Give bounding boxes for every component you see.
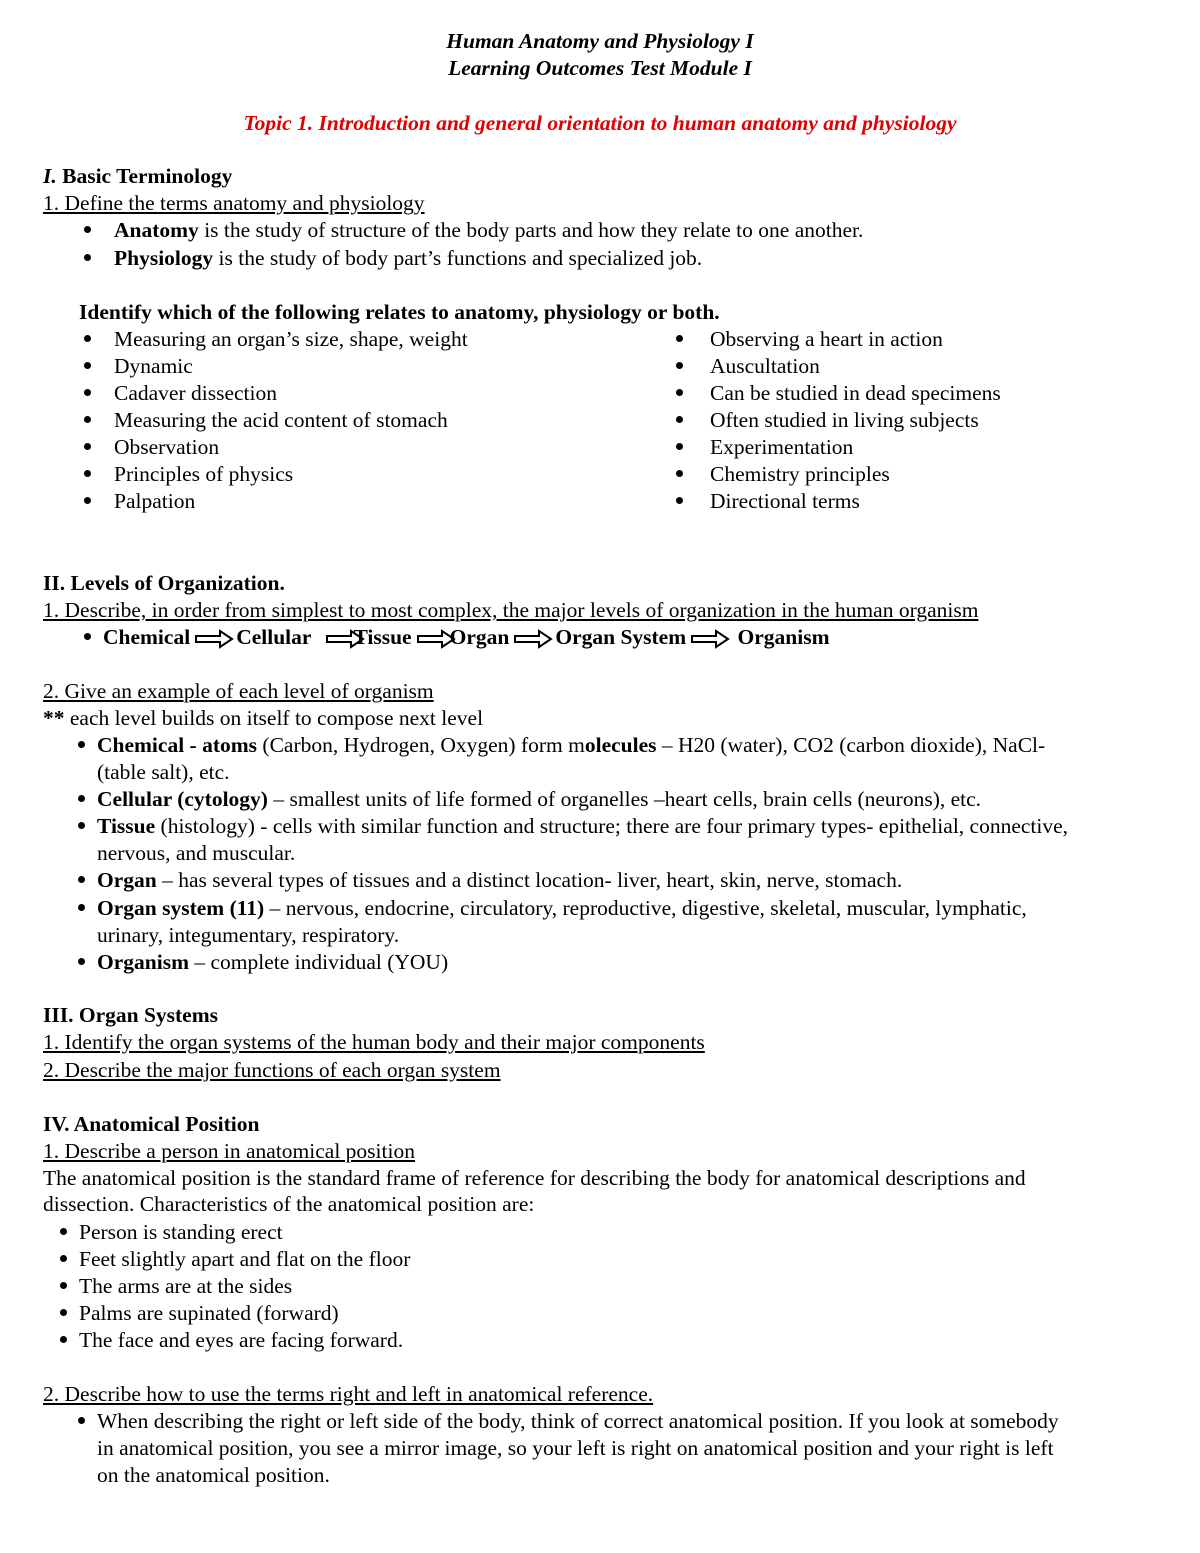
bullet-icon [84,470,91,477]
bullet-icon [78,876,85,883]
section-4-heading: IV. Anatomical Position [43,1112,260,1136]
bullet-icon [676,389,683,396]
list-item: Person is standing erect [79,1220,283,1244]
example-chemical-line-2: (table salt), etc. [97,760,230,784]
anatomical-position-paragraph-line-1: The anatomical position is the standard frame of reference for describing the body for anatomical descriptions and [43,1166,1026,1190]
list-item: Often studied in living subjects [710,408,979,432]
right-arrow-icon [513,629,553,649]
example-organ-system-line-2: urinary, integumentary, respiratory. [97,923,400,947]
example-organism: Organism – complete individual (YOU) [97,950,449,974]
bullet-icon [84,389,91,396]
definition-physiology: Physiology is the study of body part’s functions and specialized job. [114,246,703,270]
bullet-icon [84,226,91,233]
definition-anatomy: Anatomy is the study of structure of the body parts and how they relate to one another. [114,218,864,242]
bullet-icon [84,254,91,261]
list-item: Observing a heart in action [710,327,943,351]
bullet-icon [676,470,683,477]
section-2-heading: II. Levels of Organization. [43,571,285,595]
list-item: Palms are supinated (forward) [79,1301,339,1325]
level-chemical: Chemical [103,625,191,649]
bullet-icon [676,335,683,342]
anatomical-position-paragraph-line-2: dissection. Characteristics of the anatomical position are: [43,1192,535,1216]
right-arrow-icon [690,629,730,649]
list-item: Measuring the acid content of stomach [114,408,448,432]
example-tissue-line-2: nervous, and muscular. [97,841,296,865]
list-item: Measuring an organ’s size, shape, weight [114,327,468,351]
level-cellular: Cellular [236,625,312,649]
levels-sequence [103,624,830,651]
list-item: Can be studied in dead specimens [710,381,1001,405]
note-line: ** each level builds on itself to compose next level [43,706,484,730]
bullet-icon [60,1282,67,1289]
bullet-icon [84,362,91,369]
section-1-question-1: 1. Define the terms anatomy and physiology [43,191,425,215]
section-3-question-2: 2. Describe the major functions of each organ system [43,1058,501,1082]
bullet-icon [60,1336,67,1343]
section-3-heading: III. Organ Systems [43,1003,219,1027]
section-4-question-1: 1. Describe a person in anatomical position [43,1139,415,1163]
section-4-question-2: 2. Describe how to use the terms right and left in anatomical reference. [43,1382,654,1406]
bullet-icon [676,362,683,369]
bullet-icon [78,795,85,802]
example-chemical: Chemical - atoms (Carbon, Hydrogen, Oxygen) form molecules – H20 (water), CO2 (carbon dioxide), NaCl- [97,733,1046,757]
section-1-heading: I. Basic Terminology [43,164,233,188]
bullet-icon [78,1417,85,1424]
example-cellular: Cellular (cytology) – smallest units of life formed of organelles –heart cells, brain cells (neurons), etc. [97,787,982,811]
list-item: Principles of physics [114,462,294,486]
bullet-icon [676,416,683,423]
list-item: Cadaver dissection [114,381,277,405]
bullet-icon [78,741,85,748]
bullet-icon [60,1228,67,1235]
level-tissue: Tissue [353,625,412,649]
list-item: The arms are at the sides [79,1274,293,1298]
document-subtitle: Learning Outcomes Test Module I [448,56,752,80]
list-item: Observation [114,435,220,459]
section-2-question-2: 2. Give an example of each level of organism [43,679,434,703]
section-3-question-1: 1. Identify the organ systems of the human body and their major components [43,1030,705,1054]
bullet-icon [84,633,91,640]
bullet-icon [78,904,85,911]
section-2-question-1: 1. Describe, in order from simplest to most complex, the major levels of organization in the human organism [43,598,979,622]
bullet-icon [60,1309,67,1316]
level-organism: Organism [737,625,830,649]
bullet-icon [84,335,91,342]
list-item: Experimentation [710,435,854,459]
list-item: Chemistry principles [710,462,890,486]
list-item: Directional terms [710,489,860,513]
right-left-explanation-line-2: in anatomical position, you see a mirror image, so your left is right on anatomical position and your right is left [97,1436,1054,1460]
bullet-icon [84,497,91,504]
identify-heading: Identify which of the following relates to anatomy, physiology or both. [79,300,720,324]
bullet-icon [78,958,85,965]
list-item: Dynamic [114,354,193,378]
level-organ-system: Organ System [555,625,687,649]
document-title: Human Anatomy and Physiology I [446,29,754,53]
list-item: The face and eyes are facing forward. [79,1328,404,1352]
example-tissue: Tissue (histology) - cells with similar function and structure; there are four primary types- epithelial, connective, [97,814,1069,838]
right-left-explanation-line-1: When describing the right or left side of the body, think of correct anatomical position. If you look at somebody [97,1409,1059,1433]
list-item: Feet slightly apart and flat on the floor [79,1247,411,1271]
bullet-icon [676,497,683,504]
bullet-icon [84,416,91,423]
list-item: Auscultation [710,354,820,378]
topic-heading: Topic 1. Introduction and general orientation to human anatomy and physiology [243,111,957,135]
example-organ: Organ – has several types of tissues and a distinct location- liver, heart, skin, nerve, stomach. [97,868,903,892]
right-arrow-icon [194,629,234,649]
level-organ: Organ [449,625,510,649]
list-item: Palpation [114,489,196,513]
bullet-icon [676,443,683,450]
bullet-icon [60,1255,67,1262]
example-organ-system: Organ system (11) – nervous, endocrine, circulatory, reproductive, digestive, skeletal, muscular, lymphatic, [97,896,1027,920]
bullet-icon [78,822,85,829]
bullet-icon [84,443,91,450]
right-left-explanation-line-3: on the anatomical position. [97,1463,330,1487]
